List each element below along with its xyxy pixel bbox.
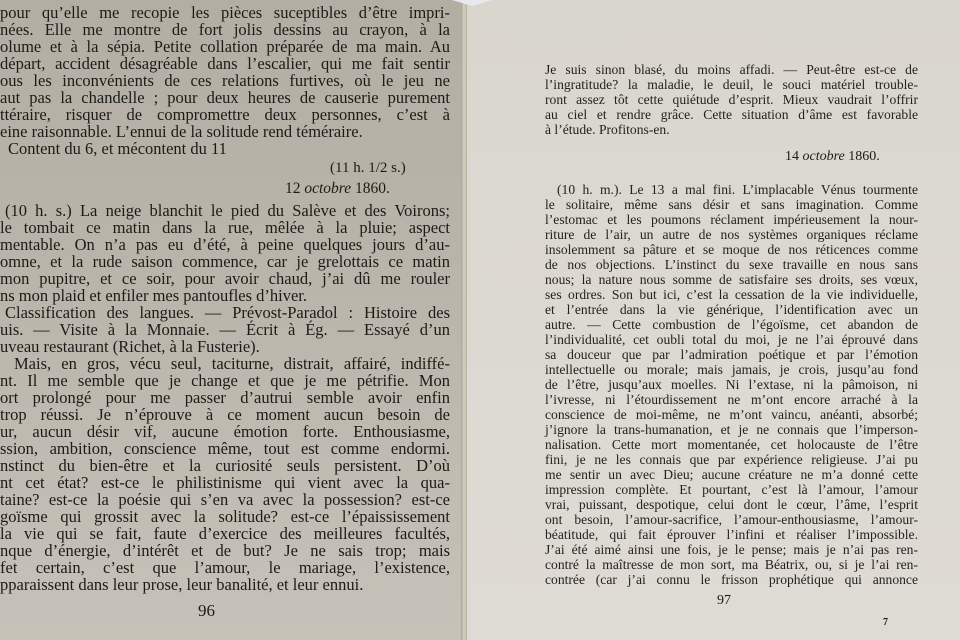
page-number: 96	[198, 601, 215, 620]
text-line: sa douceur que par l’admiration poétique et par l’émotion	[545, 347, 918, 362]
text-line: eine raisonnable. L’ennui de la solitude rend téméraire.	[0, 122, 363, 141]
text-line: nque d’énergie, d’intérêt et de but? Je ne sais trop; mais	[0, 541, 450, 560]
text-line: olume et à la sépia. Petite collation préparée de ma main. Au	[0, 37, 450, 56]
text-line: ous les inconvénients de ces relations furtives, où le jeu ne	[0, 71, 450, 90]
text-line: goïsme qui grossit avec la solitude? est-ce l’épaississement	[0, 507, 450, 526]
entry-date	[785, 148, 880, 165]
text-line: Mais, en gros, vécu seul, taciturne, distrait, affairé, indiffé-	[14, 354, 450, 373]
text-line: contré la maîtresse de mon sort, ma Béatrix, ou, si je l’ai ren-	[545, 557, 918, 572]
text-line: Content du 6, et mécontent du 11	[8, 139, 227, 158]
text-line: uis. — Visite à la Monnaie. — Écrit à Ég. — Essayé d’un	[0, 320, 450, 339]
text-line: béatitude, qui fait éprouver l’infini et réaliser l’impossible.	[545, 527, 918, 542]
text-line: le tombait ce matin dans la rue, mêlée à la pluie; aspect	[0, 218, 450, 237]
text-line: l’ingratitude? la maladie, le deuil, le souci matériel trouble-	[545, 77, 918, 92]
text-line: pour qu’elle me recopie les pièces suceptibles d’être impri-	[0, 3, 450, 22]
text-line: nt. Il me semble que je change et que je me pétrifie. Mon	[0, 371, 450, 390]
text-line: mentable. On n’a pas eu d’été, à peine quelques jours d’au-	[0, 235, 450, 254]
text-line: J’ai été aimé ainsi une fois, je le pense; mais je n’ai pas ren-	[545, 542, 918, 557]
text-line: et l’entrée dans la vie générique, l’identification avec un	[545, 302, 918, 317]
text-line: taine? est-ce la poésie qui s’en va avec la possession? est-ce	[0, 490, 450, 509]
text-line: trop réussi. Je n’éprouve à ce moment aucun besoin de	[0, 405, 450, 424]
text-line: de l’être, jusqu’aux moelles. Ni l’extase, ni la pâmoison, ni	[545, 377, 918, 392]
text-line: Classification des langues. — Prévost-Paradol : Histoire des	[5, 303, 450, 322]
text-line: pparaissent dans leur prose, leur banalité, et leur ennui.	[0, 575, 364, 594]
entry-date	[285, 180, 390, 197]
text-line: j’ignore la trans-humanation, et je ne connais que l’imperson-	[545, 422, 918, 437]
text-line: l’ivresse, ni l’étourdissement ne m’ont encore arraché à la	[545, 392, 918, 407]
text-line: ront assez tôt cette quiétude d’esprit. Mieux vaudrait l’offrir	[545, 92, 918, 107]
date-year: 1860.	[848, 149, 880, 164]
time-note: (11 h. 1/2 s.)	[330, 160, 406, 176]
text-line: ses ordres. Son but ici, c’est la cessation de la vie individuelle,	[545, 287, 918, 302]
text-line: aut pas la chandelle ; pour deux heures de causerie purement	[0, 88, 450, 107]
book-gutter	[461, 0, 467, 640]
text-line: l’estomac et les poumons réclament impérieusement la nour-	[545, 212, 918, 227]
text-line: le solitaire, même sans désir et sans imagination. Comme	[545, 197, 918, 212]
date-day: 12	[285, 180, 301, 197]
text-line: nous; la nature nous somme de satisfaire ses droits, ses vœux,	[545, 272, 918, 287]
text-line: de nos objections. L’instinct du sexe travaille en nous sans	[545, 257, 918, 272]
right-page	[465, 0, 960, 640]
text-line: la vie qui se fait, faute d’exercice des meilleures facultés,	[0, 524, 450, 543]
text-line: impression complète. Et pourtant, c’est là l’amour, l’amour	[545, 482, 918, 497]
text-line: (10 h. s.) La neige blanchit le pied du Salève et des Voirons;	[5, 201, 450, 220]
text-line: uveau restaurant (Richet, à la Fusterie).	[0, 337, 260, 356]
text-line: nstinct du bien-être et la curiosité seuls persistent. D’où	[0, 456, 450, 475]
signature-mark: 7	[883, 617, 888, 628]
text-line: vrai, puissant, despotique, celui dont le cœur, l’âme, l’esprit	[545, 497, 918, 512]
text-line: nées. Elle me montre de fort jolis dessins au crayon, à la	[0, 20, 450, 39]
text-line: insolemment sa pâture et se moque de nos réticences comme	[545, 242, 918, 257]
text-line: au ciel et rendre grâce. Cette situation d’âme est favorable	[545, 107, 918, 122]
text-line: omne, et la rude saison commence, car je grelottais ce matin	[0, 252, 450, 271]
page-number: 97	[717, 593, 731, 608]
text-line: nalisation. Cette mort momentanée, cet holocauste de l’être	[545, 437, 918, 452]
text-line: fet certain, c’est que l’amour, le mariage, l’existence,	[0, 558, 450, 577]
text-line: fini, je ne les connais que par expérience religieuse. J’ai pu	[545, 452, 918, 467]
text-line: intellectuelle ou morale; mais jamais, je crois, jusqu’au fond	[545, 362, 918, 377]
text-line: ont besoin, l’amour-sacrifice, l’amour-enthousiasme, l’amour-	[545, 512, 918, 527]
text-line: riture de l’air, un autre de nos systèmes organiques réclame	[545, 227, 918, 242]
text-line: l’individualité, cet oubli total du moi, je ne l’ai éprouvé dans	[545, 332, 918, 347]
date-month: octobre	[802, 149, 845, 164]
text-line: conscience de moi-même, ne m’ont vaincu, anéanti, absorbé;	[545, 407, 918, 422]
date-month: octobre	[304, 180, 352, 197]
text-line: nt cet état? est-ce le philistinisme qui vient avec la qua-	[0, 473, 450, 492]
text-line: mon pupitre, et ce soir, pour avoir chaud, j’ai dû me rouler	[0, 269, 450, 288]
text-line: contrée (car j’ai connu le frisson prophétique qui annonce	[545, 572, 918, 587]
left-page	[0, 0, 465, 640]
date-day: 14	[785, 149, 799, 164]
text-line: ttéraire, risquer de compromettre deux personnes, c’est à	[0, 105, 450, 124]
text-line: ssion, ambition, conscience même, tout est comme endormi.	[0, 439, 450, 458]
text-line: autre. — Cette combustion de l’égoïsme, cet abandon de	[545, 317, 918, 332]
text-line: (10 h. m.). Le 13 a mal fini. L’implacable Vénus tourmente	[557, 182, 918, 197]
text-line: ort prolongé pour me passer d’autrui semble avoir enfin	[0, 388, 450, 407]
text-line: Je suis sinon blasé, du moins affadi. — Peut-être est-ce de	[545, 62, 918, 77]
text-line: ns mon plaid et enfiler mes pantoufles d’hiver.	[0, 286, 308, 305]
text-line: départ, accident désagréable dans l’escalier, qui me fait sentir	[0, 54, 450, 73]
text-line: à l’étude. Profitons-en.	[545, 122, 670, 137]
text-line: me sentir un avec Dieu; aucune créature ne m’a donné cette	[545, 467, 918, 482]
text-line: ur, aucun désir vif, aucune émotion forte. Enthousiasme,	[0, 422, 450, 441]
date-year: 1860.	[355, 180, 390, 197]
